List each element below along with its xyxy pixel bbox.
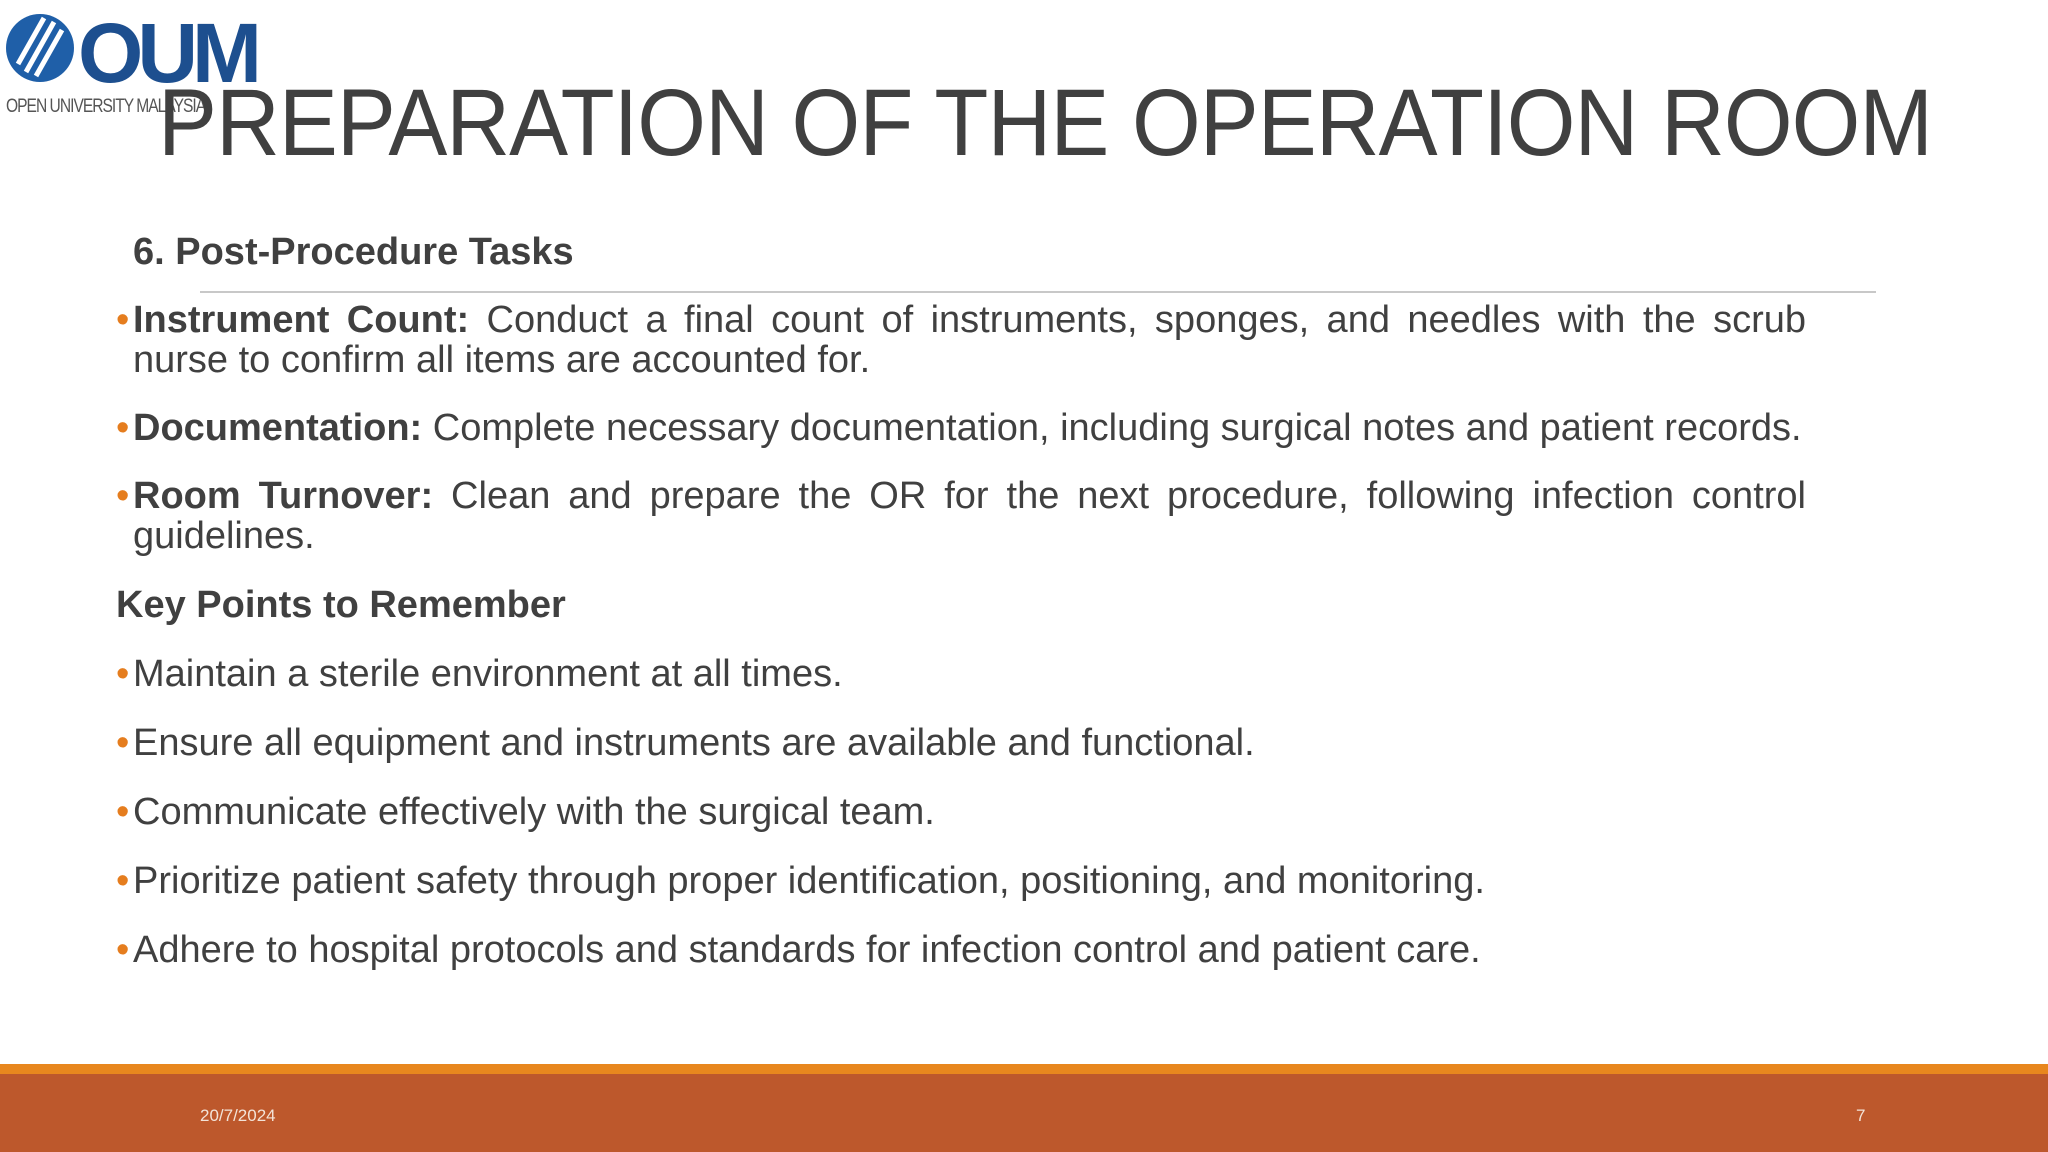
task-item-room-turnover (116, 476, 1806, 556)
task-item-documentation (116, 408, 1806, 448)
slide-body (116, 232, 1806, 970)
key-point-item (116, 723, 1806, 763)
slide-title: PREPARATION OF THE OPERATION ROOM (158, 70, 1933, 176)
bullet-icon: • (116, 722, 130, 764)
task-label: Documentation: (133, 407, 423, 449)
key-point-text: Adhere to hospital protocols and standards for infection control and patient care. (133, 929, 1481, 971)
bullet-icon: • (116, 475, 130, 517)
task-text: Clean and prepare the OR for the next procedure, following infection control guidelines. (133, 475, 1806, 557)
key-point-text: Ensure all equipment and instruments are available and functional. (133, 722, 1255, 764)
bullet-icon: • (116, 407, 130, 449)
key-point-item (116, 930, 1806, 970)
task-label: Room Turnover: (133, 475, 434, 517)
key-points-heading: Key Points to Remember (116, 584, 566, 626)
key-point-text: Prioritize patient safety through proper identification, positioning, and monitoring. (133, 860, 1485, 902)
footer-accent-strip (0, 1064, 2048, 1074)
logo-caption: OPEN UNIVERSITY MALAYSIA (6, 96, 206, 117)
key-point-text: Communicate effectively with the surgical team. (133, 791, 935, 833)
key-point-item (116, 861, 1806, 901)
bullet-icon: • (116, 929, 130, 971)
footer-bar (0, 1074, 2048, 1152)
page-number: 7 (1856, 1106, 1866, 1125)
bullet-icon: • (116, 299, 130, 341)
task-text: Conduct a final count of instruments, sponges, and needles with the scrub nurse to confirm all items are accounted for. (133, 299, 1806, 381)
key-point-item (116, 792, 1806, 832)
bullet-icon: • (116, 860, 130, 902)
key-point-text: Maintain a sterile environment at all times. (133, 653, 843, 695)
task-label: Instrument Count: (133, 299, 470, 341)
section-heading: 6. Post-Procedure Tasks (133, 231, 574, 273)
task-item-instrument-count (116, 300, 1806, 380)
task-text: Complete necessary documentation, including surgical notes and patient records. (422, 407, 1802, 449)
logo-wordmark: OUM (78, 6, 256, 100)
bullet-icon: • (116, 791, 130, 833)
footer-date: 20/7/2024 (200, 1106, 276, 1125)
bullet-icon: • (116, 653, 130, 695)
key-point-item (116, 654, 1806, 694)
